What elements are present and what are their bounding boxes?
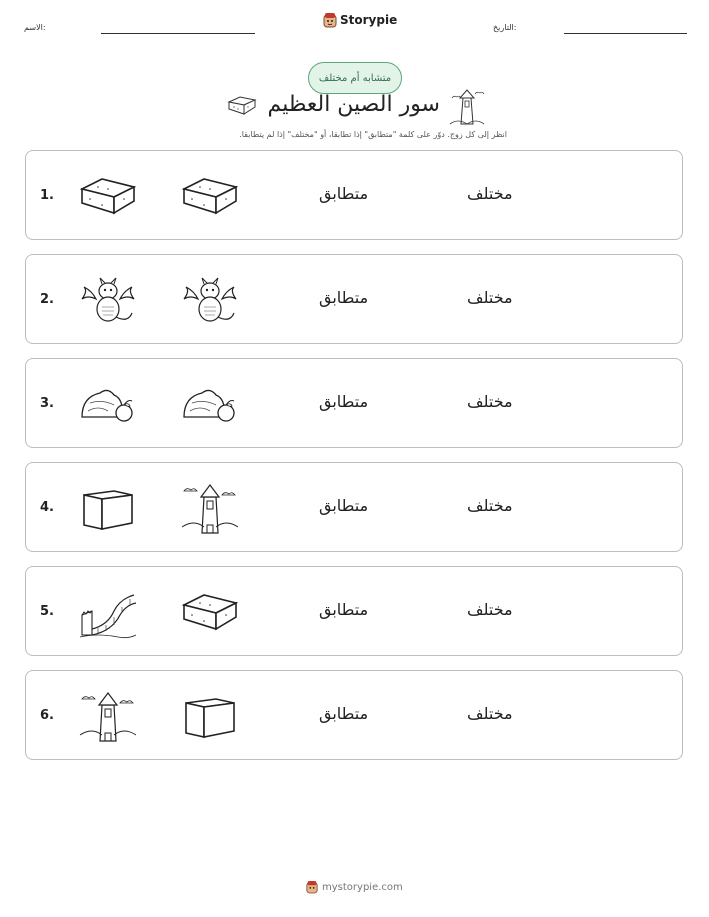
worksheet-tag: متشابه أم مختلف (308, 62, 402, 94)
option-same[interactable]: متطابق (319, 288, 369, 307)
watchtower-icon (180, 481, 240, 535)
option-same[interactable]: متطابق (319, 704, 369, 723)
worksheet-header (0, 12, 709, 42)
option-same[interactable]: متطابق (319, 184, 369, 203)
brand-logo (323, 12, 397, 28)
question-row (25, 150, 683, 240)
question-row (25, 462, 683, 552)
option-same[interactable]: متطابق (319, 600, 369, 619)
dragon-icon (180, 273, 240, 327)
brand-name: Storypie (340, 13, 398, 27)
option-different[interactable]: مختلف (467, 184, 513, 203)
watchtower-icon (448, 84, 486, 128)
option-different[interactable]: مختلف (467, 496, 513, 515)
great-wall-icon (78, 585, 138, 639)
storypie-mascot-icon (306, 880, 318, 894)
option-same[interactable]: متطابق (319, 496, 369, 515)
dumpling-orange-icon (180, 377, 240, 431)
option-different[interactable]: مختلف (467, 704, 513, 723)
question-number: 6. (40, 708, 54, 723)
footer (306, 880, 403, 894)
stone-block-icon (226, 94, 258, 116)
name-label: الاسم: (24, 23, 46, 32)
instructions-text: انظر إلى كل زوج. دوّر على كلمة "متطابق" إذا تطابقا، أو "مختلف" إذا لم يتطابقا. (239, 130, 507, 139)
option-same[interactable]: متطابق (319, 392, 369, 411)
stone-block-icon (78, 481, 138, 535)
question-number: 2. (40, 292, 54, 307)
brick-icon (78, 169, 138, 223)
question-row (25, 566, 683, 656)
title-row (0, 84, 709, 128)
name-field-line[interactable] (101, 33, 255, 34)
stone-block-icon (180, 689, 240, 743)
dumpling-orange-icon (78, 377, 138, 431)
brick-icon (180, 169, 240, 223)
question-row (25, 358, 683, 448)
page-title: سور الصين العظيم (267, 92, 440, 117)
question-number: 3. (40, 396, 54, 411)
question-row (25, 254, 683, 344)
question-row (25, 670, 683, 760)
dragon-icon (78, 273, 138, 327)
footer-url[interactable]: mystorypie.com (322, 881, 403, 893)
question-number: 4. (40, 500, 54, 515)
brick-icon (180, 585, 240, 639)
option-different[interactable]: مختلف (467, 288, 513, 307)
question-number: 5. (40, 604, 54, 619)
date-field-line[interactable] (564, 33, 687, 34)
storypie-mascot-icon (323, 12, 337, 28)
watchtower-icon (78, 689, 138, 743)
question-number: 1. (40, 188, 54, 203)
date-label: التاريخ: (493, 23, 517, 32)
option-different[interactable]: مختلف (467, 600, 513, 619)
option-different[interactable]: مختلف (467, 392, 513, 411)
